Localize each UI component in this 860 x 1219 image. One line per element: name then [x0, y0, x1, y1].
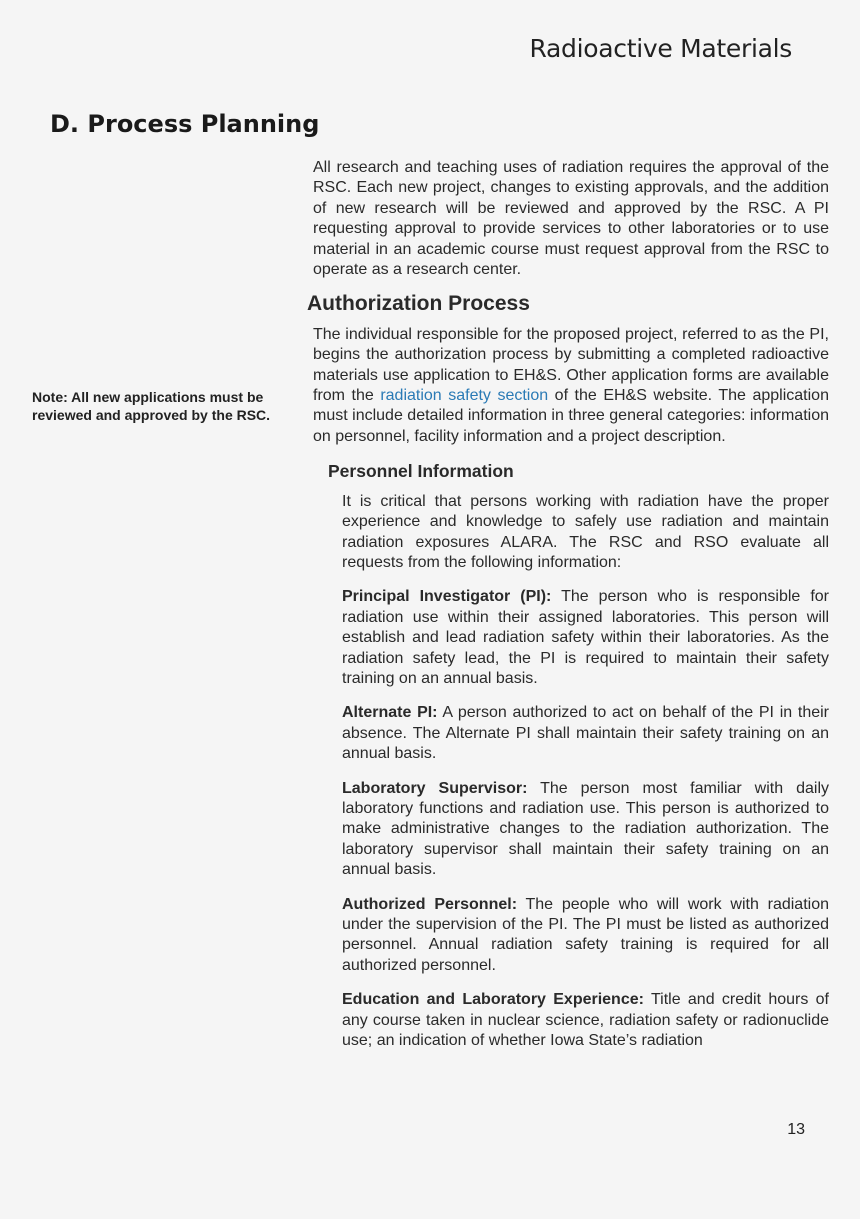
running-header: Radioactive Materials	[529, 34, 792, 63]
personnel-item	[342, 703, 829, 764]
personnel-item	[342, 779, 829, 881]
personnel-heading: Personnel Information	[328, 461, 514, 482]
intro-paragraph: All research and teaching uses of radiation requires the approval of the RSC. Each new project, changes to existing approvals, and the addition of new research will be reviewed and approved by the RSC. A PI requesting approval to provide services to other laboratories or to use material in an academic course must request approval from the RSC to operate as a research center.	[313, 159, 829, 279]
page-number: 13	[787, 1121, 805, 1138]
authorization-heading: Authorization Process	[307, 292, 530, 316]
personnel-item	[342, 587, 829, 689]
personnel-item	[342, 990, 829, 1051]
personnel-desc: The person most familiar with daily laboratory functions and radiation use. This person is authorized to make administrative changes to the radiation authorization. The laboratory supervisor shall maintain their safety training on an annual basis.	[342, 779, 830, 879]
main-content	[307, 158, 830, 1065]
personnel-term: Education and Laboratory Experience:	[342, 991, 644, 1009]
personnel-intro: It is critical that persons working with radiation have the proper experience and knowledge to safely use radiation and maintain radiation exposures ALARA. The RSC and RSO evaluate all requests from the following information:	[342, 492, 829, 571]
radiation-safety-link[interactable]: radiation safety section	[380, 387, 549, 405]
authorization-text-start: The individual responsible for the proposed project, referred to as the PI, begins the authorization process by submitting a completed radioactive materials use application to EH&S. Other application forms are available from the	[313, 325, 829, 405]
personnel-item	[342, 895, 829, 977]
personnel-term: Laboratory Supervisor:	[342, 779, 528, 797]
personnel-term: Authorized Personnel:	[342, 895, 518, 913]
personnel-desc: A person authorized to act on behalf of the PI in their absence. The Alternate PI shall maintain their safety training on an annual basis.	[342, 704, 829, 763]
personnel-section	[342, 492, 829, 1052]
authorization-text-end: of the EH&S website. The application must include detailed information in three general categories: information on personnel, facility information and a project description.	[313, 387, 829, 445]
personnel-desc: The people who will work with radiation under the supervision of the PI. The PI must be listed as authorized personnel. Annual radiation safety training is required for all authorized personnel.	[342, 895, 829, 974]
personnel-desc: Title and credit hours of any course taken in nuclear science, radiation safety or radionuclide use; an indication of whether Iowa State’s radiation	[342, 991, 829, 1050]
side-note: Note: All new applications must be reviewed and approved by the RSC.	[32, 389, 271, 423]
personnel-term: Principal Investigator (PI):	[342, 588, 552, 606]
authorization-paragraph	[313, 325, 829, 447]
section-title: D. Process Planning	[50, 110, 320, 138]
personnel-term: Alternate PI:	[342, 704, 438, 722]
personnel-desc: The person who is responsible for radiation use within their assigned laboratories. This person will establish and lead radiation safety within their laboratories. As the radiation safety lead, the PI is required to maintain their safety training on an annual basis.	[342, 588, 829, 687]
